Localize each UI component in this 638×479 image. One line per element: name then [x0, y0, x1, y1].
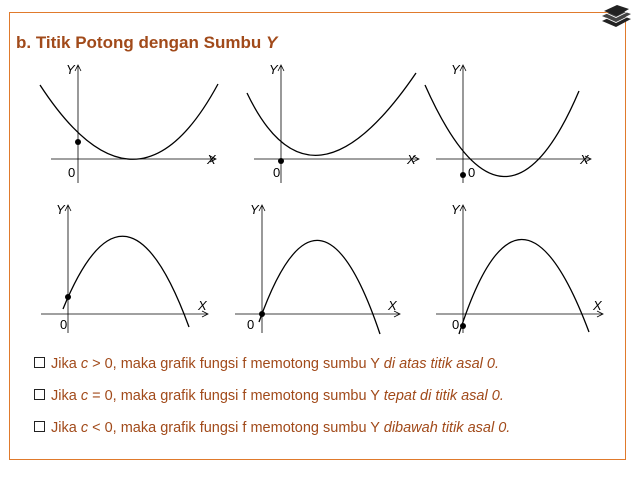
y-axis-label: Y: [269, 62, 278, 77]
y-axis-label: Y: [56, 202, 65, 217]
x-axis-label: X: [407, 152, 416, 167]
origin-label: 0: [273, 165, 281, 180]
y-axis-label: Y: [451, 202, 460, 217]
bullet-var: c: [80, 388, 89, 404]
bullet-c-negative: [34, 420, 510, 436]
y-axis-label: Y: [66, 62, 75, 77]
origin-label: 0: [247, 317, 255, 332]
bullet-op: > 0, maka grafik fungsi f memotong sumbu Y: [88, 356, 384, 372]
bullet-c-zero: [34, 388, 504, 404]
stacked-books-icon: [598, 3, 634, 29]
bullet-op: < 0, maka grafik fungsi f memotong sumbu Y: [88, 420, 384, 436]
bullet-conclusion: tepat di titik asal 0.: [383, 388, 504, 404]
bullet-conclusion: di atas titik asal 0.: [383, 356, 499, 372]
bullet-c-positive: [34, 356, 499, 372]
bullet-var: c: [80, 420, 89, 436]
x-axis-label: X: [198, 298, 207, 313]
bullet-pre: Jika: [51, 356, 81, 372]
graph-up-c-negative: [433, 58, 613, 188]
x-axis-label: X: [580, 152, 589, 167]
origin-label: 0: [68, 165, 76, 180]
bullet-pre: Jika: [51, 388, 81, 404]
origin-label: 0: [468, 165, 476, 180]
heading-axis-var: Y: [265, 33, 278, 52]
graph-up-c-positive: [48, 58, 228, 188]
heading-prefix: b. Titik Potong dengan Sumbu: [16, 33, 266, 52]
bullet-var: c: [80, 356, 89, 372]
x-axis-label: X: [593, 298, 602, 313]
graph-up-c-zero: [251, 58, 431, 188]
bullet-pre: Jika: [51, 420, 81, 436]
y-axis-label: Y: [250, 202, 259, 217]
x-axis-label: X: [388, 298, 397, 313]
origin-label: 0: [60, 317, 68, 332]
graph-down-c-zero: [232, 198, 412, 338]
graph-down-c-positive: [38, 198, 218, 338]
x-axis-label: X: [207, 152, 216, 167]
checkbox-bullet-icon: [34, 357, 45, 368]
y-axis-label: Y: [451, 62, 460, 77]
section-heading: [16, 33, 277, 53]
checkbox-bullet-icon: [34, 389, 45, 400]
bullet-conclusion: dibawah titik asal 0.: [383, 420, 511, 436]
bullet-op: = 0, maka grafik fungsi f memotong sumbu Y: [88, 388, 384, 404]
graph-down-c-negative: [433, 198, 613, 338]
checkbox-bullet-icon: [34, 421, 45, 432]
origin-label: 0: [452, 317, 460, 332]
